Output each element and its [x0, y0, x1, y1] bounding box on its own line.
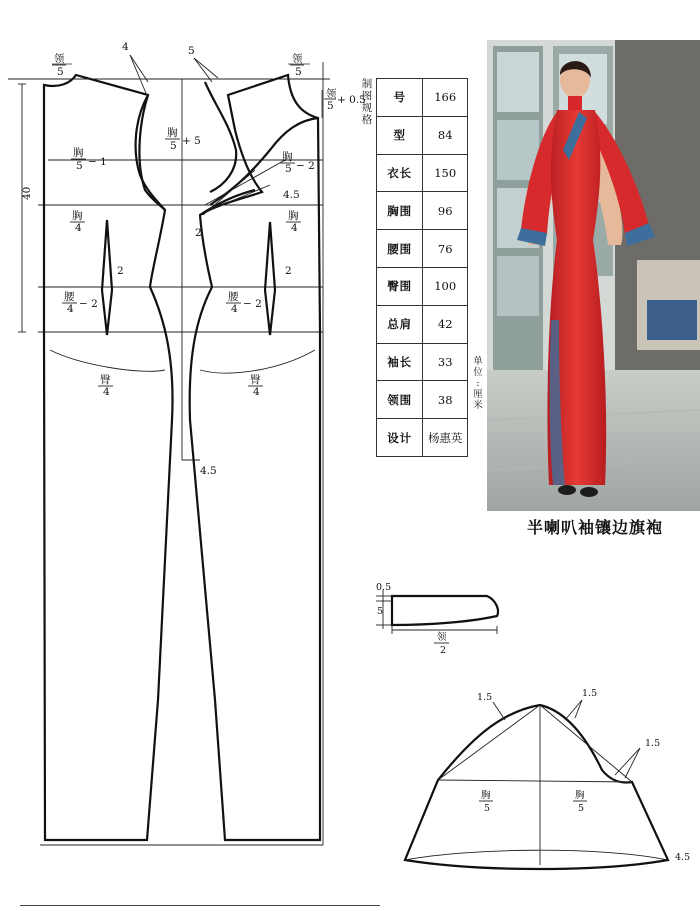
back-dart-2: 2 [117, 265, 124, 277]
spec-value: 96 [423, 192, 468, 230]
collar-dim-height: 5 [377, 606, 384, 617]
spec-key: 领围 [377, 381, 423, 419]
sleeve-dim-mid: 1.5 [582, 688, 598, 699]
chest-back-offset: − 1 [88, 156, 107, 168]
chest-q-front-denom: 4 [291, 222, 298, 234]
chest-front-label: 胸 [167, 127, 178, 139]
chest-front-offset: + 5 [182, 135, 201, 147]
spec-key: 号 [377, 79, 423, 117]
spec-key: 臀围 [377, 267, 423, 305]
bottom-rule [20, 905, 380, 906]
spec-key: 胸围 [377, 192, 423, 230]
front-collar-label: 领 [292, 53, 303, 65]
spec-table-title: 制 图 规 格 [361, 78, 373, 126]
neck-depth-label: 领 [326, 88, 337, 100]
spec-key: 衣长 [377, 154, 423, 192]
sleeve-chest-left-label: 胸 [481, 790, 491, 801]
waist-back-denom: 4 [67, 303, 74, 315]
spec-key: 总肩 [377, 305, 423, 343]
chest-q-back-denom: 4 [75, 222, 82, 234]
sleeve-chest-right-label: 胸 [575, 790, 585, 801]
back-collar-label: 领 [54, 53, 65, 65]
spec-key: 袖长 [377, 343, 423, 381]
waist-front-denom: 4 [231, 303, 238, 315]
spec-value: 42 [423, 305, 468, 343]
sleeve-dim-left: 1.5 [477, 692, 493, 703]
chest-front2-denom: 5 [285, 163, 292, 175]
spec-table [376, 78, 468, 457]
sleeve-dim-right: 1.5 [645, 738, 661, 749]
photo-caption: 半喇叭袖镶边旗袍 [526, 518, 663, 537]
slit-4-5-label: 4.5 [200, 465, 217, 477]
chest-front2-offset: − 2 [296, 160, 315, 172]
spec-value: 33 [423, 343, 468, 381]
chest-front2-label: 胸 [282, 151, 293, 163]
spec-row [377, 79, 468, 117]
collar-label-bottom: 2 [440, 645, 447, 656]
front-dart-2: 2 [285, 265, 292, 277]
spec-row [377, 192, 468, 230]
hip-front-label: 臀 [250, 374, 261, 386]
hip-front-denom: 4 [253, 386, 260, 398]
spec-key: 型 [377, 116, 423, 154]
sleeve-chest-left-denom: 5 [484, 803, 491, 814]
collar-dim-top: 0.5 [376, 582, 392, 593]
spec-value: 38 [423, 381, 468, 419]
unit-note: 单 位 : 厘 米 [473, 356, 483, 411]
spec-row [377, 305, 468, 343]
chest-front-denom: 5 [170, 140, 177, 152]
hip-back-denom: 4 [103, 386, 110, 398]
spec-row [377, 343, 468, 381]
spec-value: 166 [423, 79, 468, 117]
hip-back-label: 臀 [100, 374, 111, 386]
waist-front-offset: − 2 [243, 298, 262, 310]
spec-value: 84 [423, 116, 468, 154]
chest-q-front-label: 胸 [288, 210, 299, 222]
neck-depth-denom: 5 [327, 100, 334, 112]
front-collar-denom: 5 [295, 66, 302, 78]
model-photo [487, 40, 700, 511]
spec-row [377, 230, 468, 268]
chest-q-back-label: 胸 [72, 210, 83, 222]
chest-back-denom: 5 [76, 160, 83, 172]
neck-depth-offset: + 0.5 [337, 94, 366, 106]
dart-offset-2: 2 [195, 227, 202, 239]
sleeve-chest-right-denom: 5 [578, 803, 585, 814]
guide-4-label: 4 [122, 41, 129, 53]
collar-label-top: 领 [437, 632, 447, 643]
spec-key: 设计 [377, 419, 423, 457]
spec-row [377, 419, 468, 457]
spec-row [377, 381, 468, 419]
cut-4-5-label: 4.5 [283, 189, 300, 201]
sleeve-hem-offset: 4.5 [675, 852, 691, 863]
guide-5-label: 5 [188, 45, 195, 57]
spec-row [377, 154, 468, 192]
waist-front-label: 腰 [228, 291, 239, 303]
spec-key: 腰围 [377, 230, 423, 268]
spec-value: 杨惠英 [423, 419, 468, 457]
spec-value: 150 [423, 154, 468, 192]
spec-value: 100 [423, 267, 468, 305]
length-40-label: 40 [21, 186, 33, 200]
waist-back-label: 腰 [64, 291, 75, 303]
chest-back-label: 胸 [73, 147, 84, 159]
spec-row [377, 116, 468, 154]
waist-back-offset: − 2 [79, 298, 98, 310]
spec-value: 76 [423, 230, 468, 268]
spec-row [377, 267, 468, 305]
back-collar-denom: 5 [57, 66, 64, 78]
